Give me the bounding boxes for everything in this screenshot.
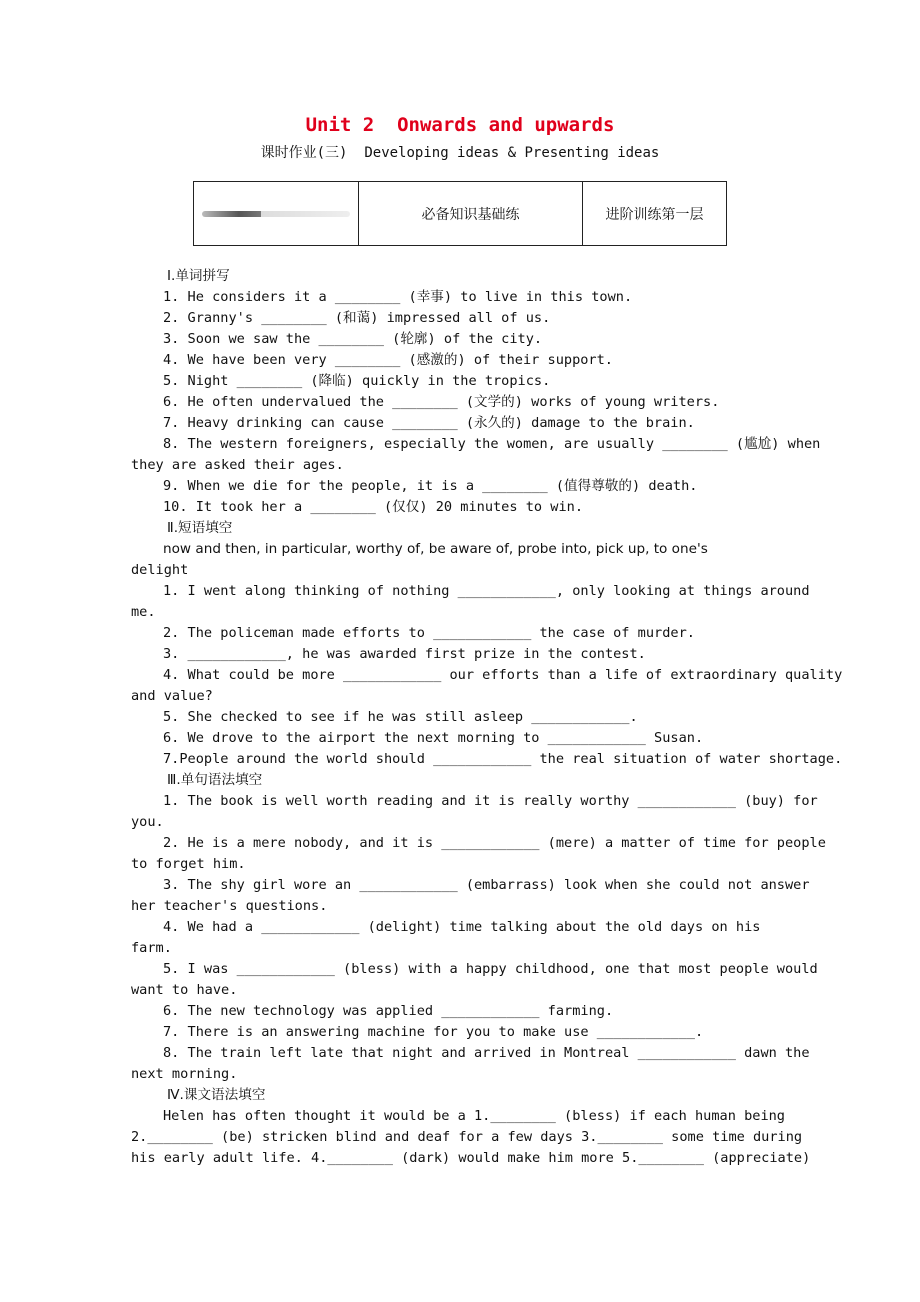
exercise-item-continued: me.	[131, 604, 156, 620]
exercise-item-continued: farm.	[131, 940, 172, 956]
exercise-item-continued: to forget him.	[131, 856, 246, 872]
exercise-item-continued: and value?	[131, 688, 213, 704]
exercise-item-continued: her teacher's questions.	[131, 898, 328, 914]
exercise-item: 8. The western foreigners, especially the women, are usually ________ (尴尬) when	[163, 436, 821, 452]
passage-line: 2.________ (be) stricken blind and deaf for a few days 3.________ some time during	[131, 1129, 803, 1145]
exercise-item: 5. Night ________ (降临) quickly in the tropics.	[163, 373, 551, 389]
exercise-item: 3. The shy girl wore an ____________ (embarrass) look when she could not answer	[163, 877, 810, 893]
exercise-item: 6. The new technology was applied ____________ farming.	[163, 1003, 614, 1019]
phrase-bank-continued: delight	[131, 562, 189, 578]
exercise-item: 10. It took her a ________ (仅仅) 20 minutes to win.	[163, 499, 584, 515]
exercise-item: 7. There is an answering machine for you to make use ____________.	[163, 1024, 704, 1040]
section-heading-1: Ⅰ.单词拼写	[167, 268, 230, 284]
exercise-item-continued: next morning.	[131, 1066, 238, 1082]
lesson-subtitle: 课时作业(三) Developing ideas & Presenting ideas	[260, 145, 660, 161]
exercise-item: 1. I went along thinking of nothing ____________, only looking at things around	[163, 583, 810, 599]
exercise-item: 8. The train left late that night and arrived in Montreal ____________ dawn the	[163, 1045, 810, 1061]
exercise-item: 1. He considers it a ________ (幸事) to live in this town.	[163, 289, 633, 305]
phrase-bank: now and then, in particular, worthy of, be aware of, probe into, pick up, to one's	[163, 541, 708, 557]
exercise-item: 9. When we die for the people, it is a ________ (值得尊敬的) death.	[163, 478, 698, 494]
section-heading-2: Ⅱ.短语填空	[167, 520, 233, 536]
exercise-item: 7. Heavy drinking can cause ________ (永久的) damage to the brain.	[163, 415, 695, 431]
exercise-item: 3. ____________, he was awarded first prize in the contest.	[163, 646, 646, 662]
passage-line: his early adult life. 4.________ (dark) would make him more 5.________ (appreciate)	[131, 1150, 811, 1166]
table-cell-basic: 必备知识基础练	[359, 182, 583, 245]
exercise-item: 7.People around the world should ____________ the real situation of water shortage.	[163, 751, 843, 767]
exercise-item-continued: they are asked their ages.	[131, 457, 344, 473]
exercise-item-continued: want to have.	[131, 982, 238, 998]
exercise-item: 4. What could be more ____________ our efforts than a life of extraordinary quality	[163, 667, 843, 683]
section-heading-3: Ⅲ.单句语法填空	[167, 772, 263, 788]
exercise-item: 5. She checked to see if he was still asleep ____________.	[163, 709, 638, 725]
exercise-item: 3. Soon we saw the ________ (轮廓) of the city.	[163, 331, 543, 347]
exercise-item: 2. Granny's ________ (和蔼) impressed all of us.	[163, 310, 551, 326]
exercise-item: 6. We drove to the airport the next morning to ____________ Susan.	[163, 730, 704, 746]
unit-title: Unit 2 Onwards and upwards	[305, 114, 615, 136]
exercise-item: 2. He is a mere nobody, and it is ____________ (mere) a matter of time for people	[163, 835, 826, 851]
exercise-item: 6. He often undervalued the ________ (文学的) works of young writers.	[163, 394, 720, 410]
exercise-item: 5. I was ____________ (bless) with a happy childhood, one that most people would	[163, 961, 818, 977]
exercise-item-continued: you.	[131, 814, 164, 830]
exercise-item: 4. We had a ____________ (delight) time talking about the old days on his	[163, 919, 761, 935]
exercise-item: 2. The policeman made efforts to ____________ the case of murder.	[163, 625, 695, 641]
exercise-body	[131, 266, 843, 1169]
header-table	[193, 181, 727, 246]
table-cell-advanced: 进阶训练第一层	[605, 206, 704, 223]
progress-cell	[194, 182, 359, 245]
progress-bar-graphic	[202, 211, 350, 217]
section-heading-4: Ⅳ.课文语法填空	[167, 1087, 266, 1103]
passage-line: Helen has often thought it would be a 1.________ (bless) if each human being	[163, 1108, 785, 1124]
exercise-item: 1. The book is well worth reading and it is really worthy ____________ (buy) for	[163, 793, 818, 809]
exercise-item: 4. We have been very ________ (感激的) of their support.	[163, 352, 613, 368]
